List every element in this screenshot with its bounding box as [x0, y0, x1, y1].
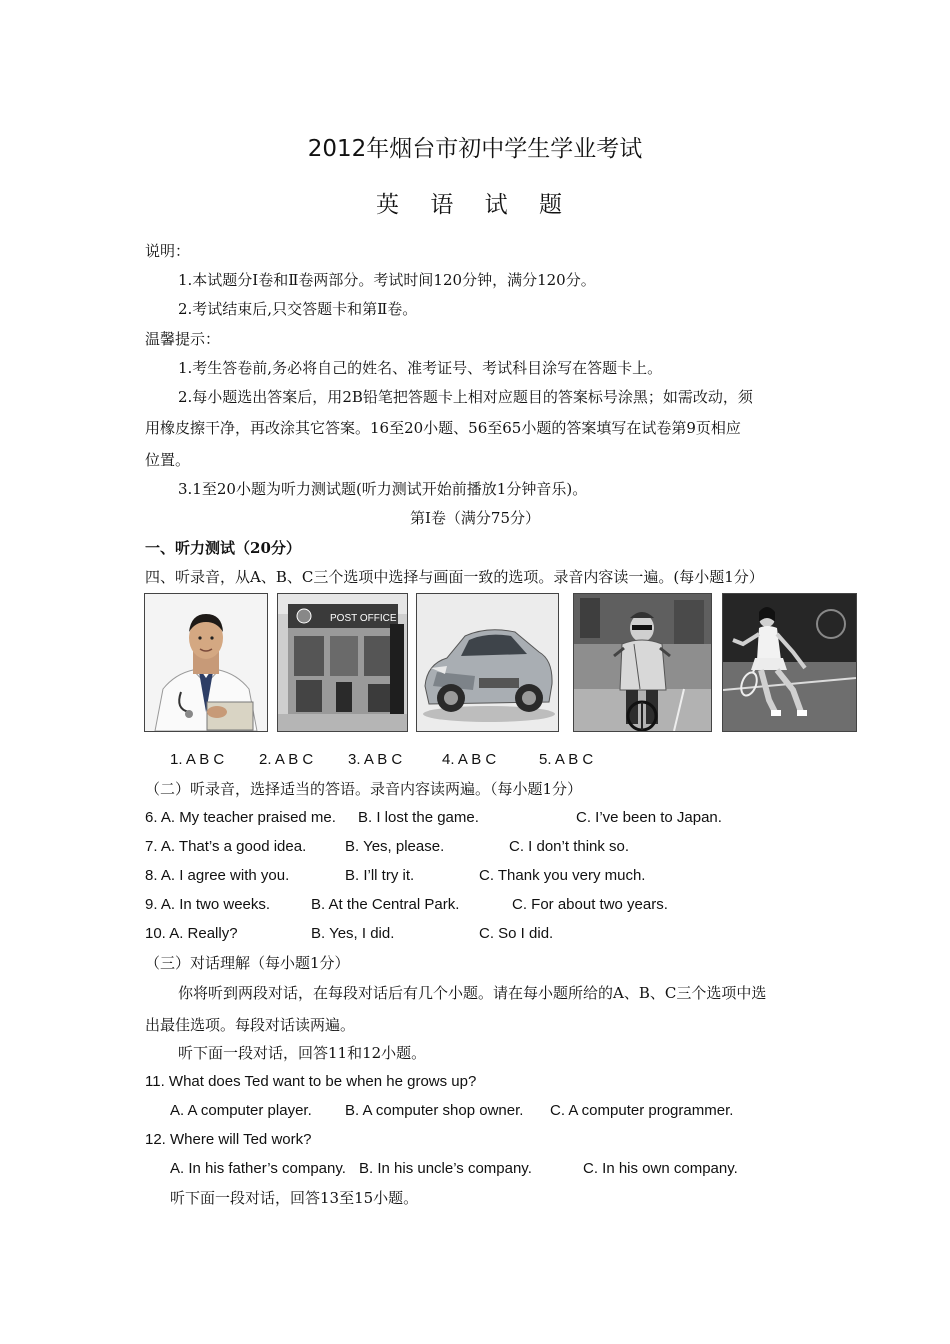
picture-doctor [144, 593, 268, 732]
tip-item-1: 1.考生答卷前,务必将自己的姓名、准考证号、考试科目涂写在答题卡上。 [178, 359, 663, 377]
picture-car [416, 593, 559, 732]
q11-option-c: C. A computer programmer. [550, 1102, 734, 1119]
q8-option-a: 8. A. I agree with you. [145, 867, 290, 884]
picture-tennis-player [722, 593, 857, 732]
part1-sub1: 四、听录音，从A、B、C三个选项中选择与画面一致的选项。录音内容读一遍。(每小题1分） [145, 568, 764, 586]
tip-item-3: 3.1至20小题为听力测试题(听力测试开始前播放1分钟音乐)。 [178, 480, 588, 498]
part1-sub3: （三）对话理解（每小题1分） [145, 954, 350, 972]
pic-answer-1: 1. A B C [170, 751, 225, 768]
q7-option-c: C. I don’t think so. [509, 838, 630, 855]
q11-option-b: B. A computer shop owner. [345, 1102, 524, 1119]
exam-title: 2012年烟台市初中学生学业考试 [307, 136, 643, 162]
sub3-desc-line1: 你将听到两段对话，在每段对话后有几个小题。请在每小题所给的A、B、C三个选项中选 [178, 984, 767, 1002]
q7-option-b: B. Yes, please. [345, 838, 445, 855]
tip-item-2-line3: 位置。 [145, 451, 191, 469]
tip-item-2-line2: 用橡皮擦干净，再改涂其它答案。16至20小题、56至65小题的答案填写在试卷第9页相应 [145, 419, 741, 437]
q9-option-a: 9. A. In two weeks. [145, 896, 271, 913]
pic-answer-4: 4. A B C [442, 751, 497, 768]
pic-answer-3: 3. A B C [348, 751, 403, 768]
picture-cyclist [573, 593, 712, 732]
q11-option-a: A. A computer player. [170, 1102, 312, 1119]
q8-option-c: C. Thank you very much. [479, 867, 646, 884]
sub3-desc-line2: 出最佳选项。每段对话读两遍。 [145, 1016, 356, 1034]
q12-option-a: A. In his father’s company. [170, 1160, 346, 1177]
q6-option-b: B. I lost the game. [358, 809, 479, 826]
q12-option-c: C. In his own company. [583, 1160, 738, 1177]
q8-option-b: B. I’ll try it. [345, 867, 415, 884]
dialog1-intro: 听下面一段对话，回答11和12小题。 [178, 1044, 427, 1062]
picture-post-office [277, 593, 408, 732]
post-office-sign: POST OFFICE [330, 613, 397, 624]
instructions-heading: 说明： [145, 242, 191, 260]
q7-option-a: 7. A. That’s a good idea. [145, 838, 307, 855]
q11-stem: 11. What does Ted want to be when he grows up? [145, 1073, 477, 1090]
dialog2-intro: 听下面一段对话，回答13至15小题。 [170, 1189, 419, 1207]
part1-sub2: （二）听录音，选择适当的答语。录音内容读两遍。（每小题1分） [145, 780, 583, 798]
q12-stem: 12. Where will Ted work? [145, 1131, 312, 1148]
q10-option-a: 10. A. Really? [145, 925, 238, 942]
tip-item-2-line1: 2.每小题选出答案后，用2B铅笔把答题卡上相对应题目的答案标号涂黑；如需改动，须 [178, 388, 753, 406]
q9-option-b: B. At the Central Park. [311, 896, 460, 913]
q6-option-a: 6. A. My teacher praised me. [145, 809, 336, 826]
q10-option-b: B. Yes, I did. [311, 925, 395, 942]
q9-option-c: C. For about two years. [512, 896, 668, 913]
instruction-item-1: 1.本试题分Ⅰ卷和Ⅱ卷两部分。考试时间120分钟，满分120分。 [178, 271, 596, 289]
tips-heading: 温馨提示： [145, 330, 221, 348]
q10-option-c: C. So I did. [479, 925, 554, 942]
pic-answer-2: 2. A B C [259, 751, 314, 768]
q6-option-c: C. I’ve been to Japan. [576, 809, 722, 826]
exam-subtitle: 英 语 试 题 [376, 192, 574, 218]
section-title: 第Ⅰ卷（满分75分） [409, 509, 540, 527]
pic-answer-5: 5. A B C [539, 751, 594, 768]
instruction-item-2: 2.考试结束后,只交答题卡和第Ⅱ卷。 [178, 300, 418, 318]
part1-heading: 一、听力测试（20分） [145, 539, 301, 557]
q12-option-b: B. In his uncle’s company. [359, 1160, 532, 1177]
